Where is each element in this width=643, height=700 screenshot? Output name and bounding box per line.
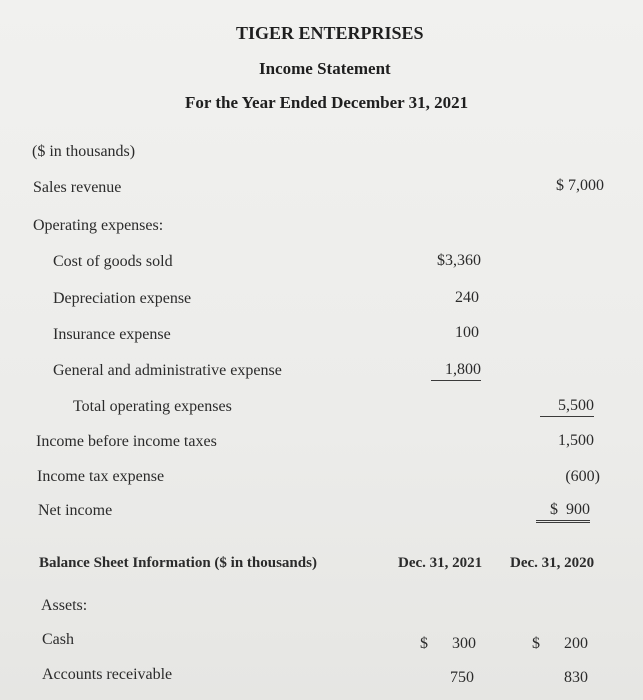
- cash-dollar-2021: $: [420, 635, 428, 652]
- insurance-label: Insurance expense: [53, 326, 171, 343]
- general-admin-label: General and administrative expense: [53, 362, 282, 379]
- accounts-receivable-label: Accounts receivable: [42, 666, 173, 683]
- sales-revenue-amount: $ 7,000: [556, 177, 604, 194]
- income-tax-amount: (600): [565, 468, 600, 485]
- units-note: ($ in thousands): [32, 143, 136, 160]
- depreciation-label: Depreciation expense: [53, 290, 192, 307]
- company-name: TIGER ENTERPRISES: [236, 23, 424, 43]
- total-operating-amount: 5,500: [540, 398, 594, 417]
- general-admin-amount: 1,800: [431, 362, 481, 381]
- accounts-receivable-2021: 750: [450, 669, 474, 686]
- income-before-taxes-amount: 1,500: [558, 432, 594, 449]
- depreciation-amount: 240: [455, 289, 479, 306]
- net-income-amount: $ 900: [536, 502, 590, 523]
- statement-title: Income Statement: [259, 59, 391, 78]
- cogs-label: Cost of goods sold: [53, 253, 173, 270]
- cash-label: Cash: [42, 631, 74, 648]
- cash-dollar-2020: $: [532, 635, 540, 652]
- total-operating-label: Total operating expenses: [73, 398, 232, 415]
- col-header-2021: Dec. 31, 2021: [398, 555, 483, 571]
- accounts-receivable-2020: 830: [564, 669, 588, 686]
- cash-2021: 300: [452, 635, 476, 652]
- income-tax-label: Income tax expense: [37, 468, 165, 485]
- sales-revenue-label: Sales revenue: [33, 179, 122, 196]
- cogs-amount: $3,360: [437, 252, 481, 269]
- insurance-amount: 100: [455, 324, 479, 341]
- income-before-taxes-label: Income before income taxes: [36, 433, 217, 450]
- col-header-2020: Dec. 31, 2020: [510, 555, 595, 571]
- statement-period: For the Year Ended December 31, 2021: [185, 93, 469, 112]
- balance-sheet-title: Balance Sheet Information ($ in thousands): [39, 555, 317, 571]
- operating-expenses-label: Operating expenses:: [33, 217, 164, 234]
- cash-2020: 200: [564, 635, 588, 652]
- net-income-label: Net income: [38, 502, 113, 519]
- assets-label: Assets:: [41, 597, 88, 614]
